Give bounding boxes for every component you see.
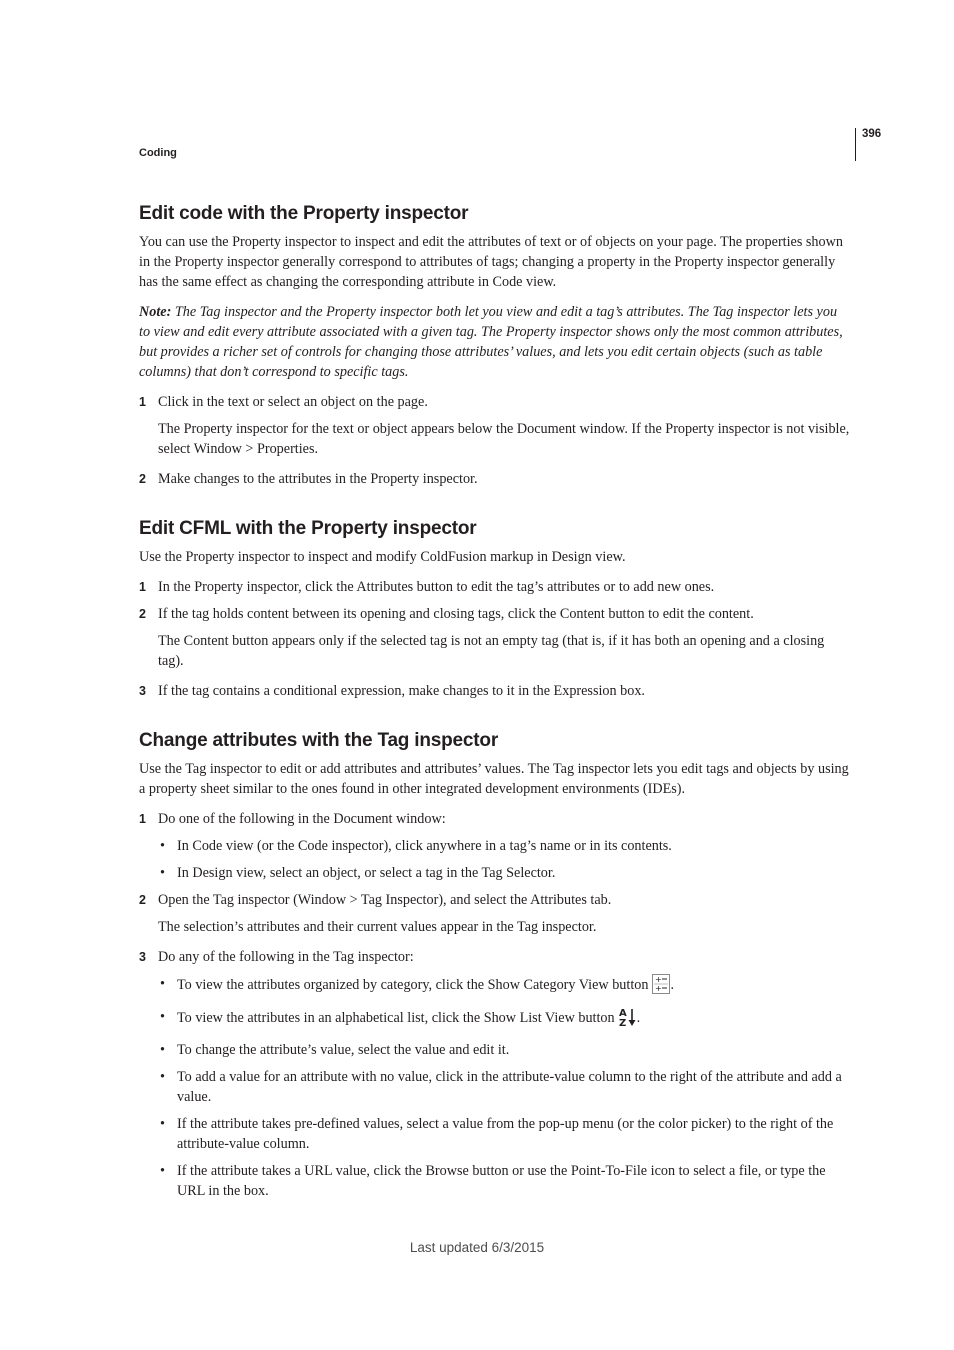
bullet-text: If the attribute takes pre-defined values, select a value from the pop-up menu (or the color picker) to the right of the attribute-value column. [177, 1116, 834, 1152]
step-list [139, 577, 851, 701]
step-item [139, 809, 851, 883]
svg-text:A: A [618, 1008, 627, 1019]
footer-last-updated: Last updated 6/3/2015 [409, 1240, 545, 1255]
bullet-item [158, 1114, 851, 1154]
step-text: Do one of the following in the Document window: [158, 811, 446, 827]
running-head: Coding [139, 147, 177, 159]
step-item [139, 604, 851, 671]
step-number: 1 [139, 395, 146, 409]
page-content [139, 202, 851, 1208]
step-item [139, 577, 851, 597]
step-number: 2 [139, 607, 146, 621]
bullet-text: To change the attribute’s value, select the value and edit it. [177, 1042, 510, 1058]
bullet-dot: • [160, 1163, 165, 1179]
page-number: 396 [862, 128, 882, 140]
step-number: 3 [139, 950, 146, 964]
section-heading: Change attributes with the Tag inspector [139, 730, 499, 751]
bullet-text: In Code view (or the Code inspector), click anywhere in a tag’s name or in its contents. [177, 838, 672, 854]
step-text: If the tag holds content between its opening and closing tags, click the Content button to edit the content. [158, 606, 754, 622]
section-heading: Edit code with the Property inspector [139, 203, 469, 224]
step-text: In the Property inspector, click the Attributes button to edit the tag’s attributes or to add new ones. [158, 579, 715, 595]
bullet-item [158, 863, 851, 883]
section-intro: Use the Tag inspector to edit or add attributes and attributes’ values. The Tag inspector lets you edit tags and objects by using a property sheet similar to the ones found in other integrated development environments (IDEs). [139, 761, 849, 797]
section-edit-cfml [139, 517, 851, 701]
step-text: Make changes to the attributes in the Property inspector. [158, 471, 478, 487]
bullet-text: To add a value for an attribute with no value, click in the attribute-value column to the right of the attribute and add a value. [177, 1069, 842, 1105]
bullet-item: • To view the attributes organized by category, click the Show Category View button + + . [158, 974, 851, 1000]
step-list [139, 392, 851, 489]
bullet-text: To view the attributes organized by category, click the Show Category View button [177, 977, 649, 993]
bullet-dot: • [160, 976, 165, 992]
bullet-item [158, 1067, 851, 1107]
svg-text:Z: Z [618, 1018, 626, 1027]
step-subtext: The Property inspector for the text or object appears below the Document window. If the Property inspector is not visible, select Window > Properties. [158, 421, 850, 457]
section-intro: You can use the Property inspector to inspect and edit the attributes of text or of objects on your page. The properties shown in the Property inspector generally correspond to attributes of tags; changing a property in the Property inspector generally has the same effect as changing the corresponding attribute in Code view. [139, 234, 843, 290]
bullet-item [158, 836, 851, 856]
bullet-text: To view the attributes in an alphabetical list, click the Show List View button [177, 1010, 615, 1026]
step-text: Open the Tag inspector (Window > Tag Inspector), and select the Attributes tab. [158, 892, 612, 908]
step-number: 2 [139, 893, 146, 907]
bullet-item [158, 1161, 851, 1201]
step-text: If the tag contains a conditional expression, make changes to it in the Expression box. [158, 683, 645, 699]
svg-text:+: + [655, 984, 663, 993]
step-item [139, 469, 851, 489]
note [139, 302, 851, 382]
section-edit-code [139, 202, 851, 489]
bullet-dot: • [160, 1042, 165, 1058]
bullet-text: If the attribute takes a URL value, click the Browse button or use the Point-To-File icon to select a file, or type the URL in the box. [177, 1163, 826, 1199]
step-subtext: The selection’s attributes and their current values appear in the Tag inspector. [158, 919, 597, 935]
step-item [139, 947, 851, 1201]
note-text: The Tag inspector and the Property inspector both let you view and edit a tag’s attributes. The Tag inspector lets you to view and edit every attribute associated with a given tag. The Property inspector shows only the most common attributes, but provides a richer set of controls for changing those attributes’ values, and lets you edit certain objects (such as table columns) that don’t correspond to specific tags. [139, 304, 843, 380]
step-number: 1 [139, 580, 146, 594]
bullet-list [158, 836, 851, 883]
category-view-icon [652, 974, 670, 1000]
step-list [139, 809, 851, 1201]
step-item [139, 392, 851, 459]
bullet-item: • To view the attributes in an alphabetical list, click the Show List View button A Z . [158, 1007, 851, 1033]
step-number: 1 [139, 812, 146, 826]
step-number: 3 [139, 684, 146, 698]
bullet-item [158, 1040, 851, 1060]
bullet-dot: • [160, 1116, 165, 1132]
section-heading: Edit CFML with the Property inspector [139, 518, 477, 539]
list-view-icon [619, 1007, 637, 1033]
bullet-dot: • [160, 1069, 165, 1085]
step-item [139, 681, 851, 701]
bullet-dot: • [160, 865, 165, 881]
bullet-dot: • [160, 838, 165, 854]
header-rule [855, 128, 856, 161]
step-subtext: The Content button appears only if the selected tag is not an empty tag (that is, if it has both an opening and a closing tag). [158, 633, 825, 669]
section-tag-inspector [139, 729, 851, 1201]
section-intro: Use the Property inspector to inspect and modify ColdFusion markup in Design view. [139, 549, 626, 565]
bullet-text: In Design view, select an object, or select a tag in the Tag Selector. [177, 865, 556, 881]
step-text: Do any of the following in the Tag inspector: [158, 949, 414, 965]
step-text: Click in the text or select an object on the page. [158, 394, 428, 410]
step-number: 2 [139, 472, 146, 486]
bullet-list [158, 974, 851, 1201]
step-item [139, 890, 851, 937]
note-label: Note: [139, 304, 172, 320]
svg-text:+: + [655, 975, 663, 984]
bullet-dot: • [160, 1009, 165, 1025]
